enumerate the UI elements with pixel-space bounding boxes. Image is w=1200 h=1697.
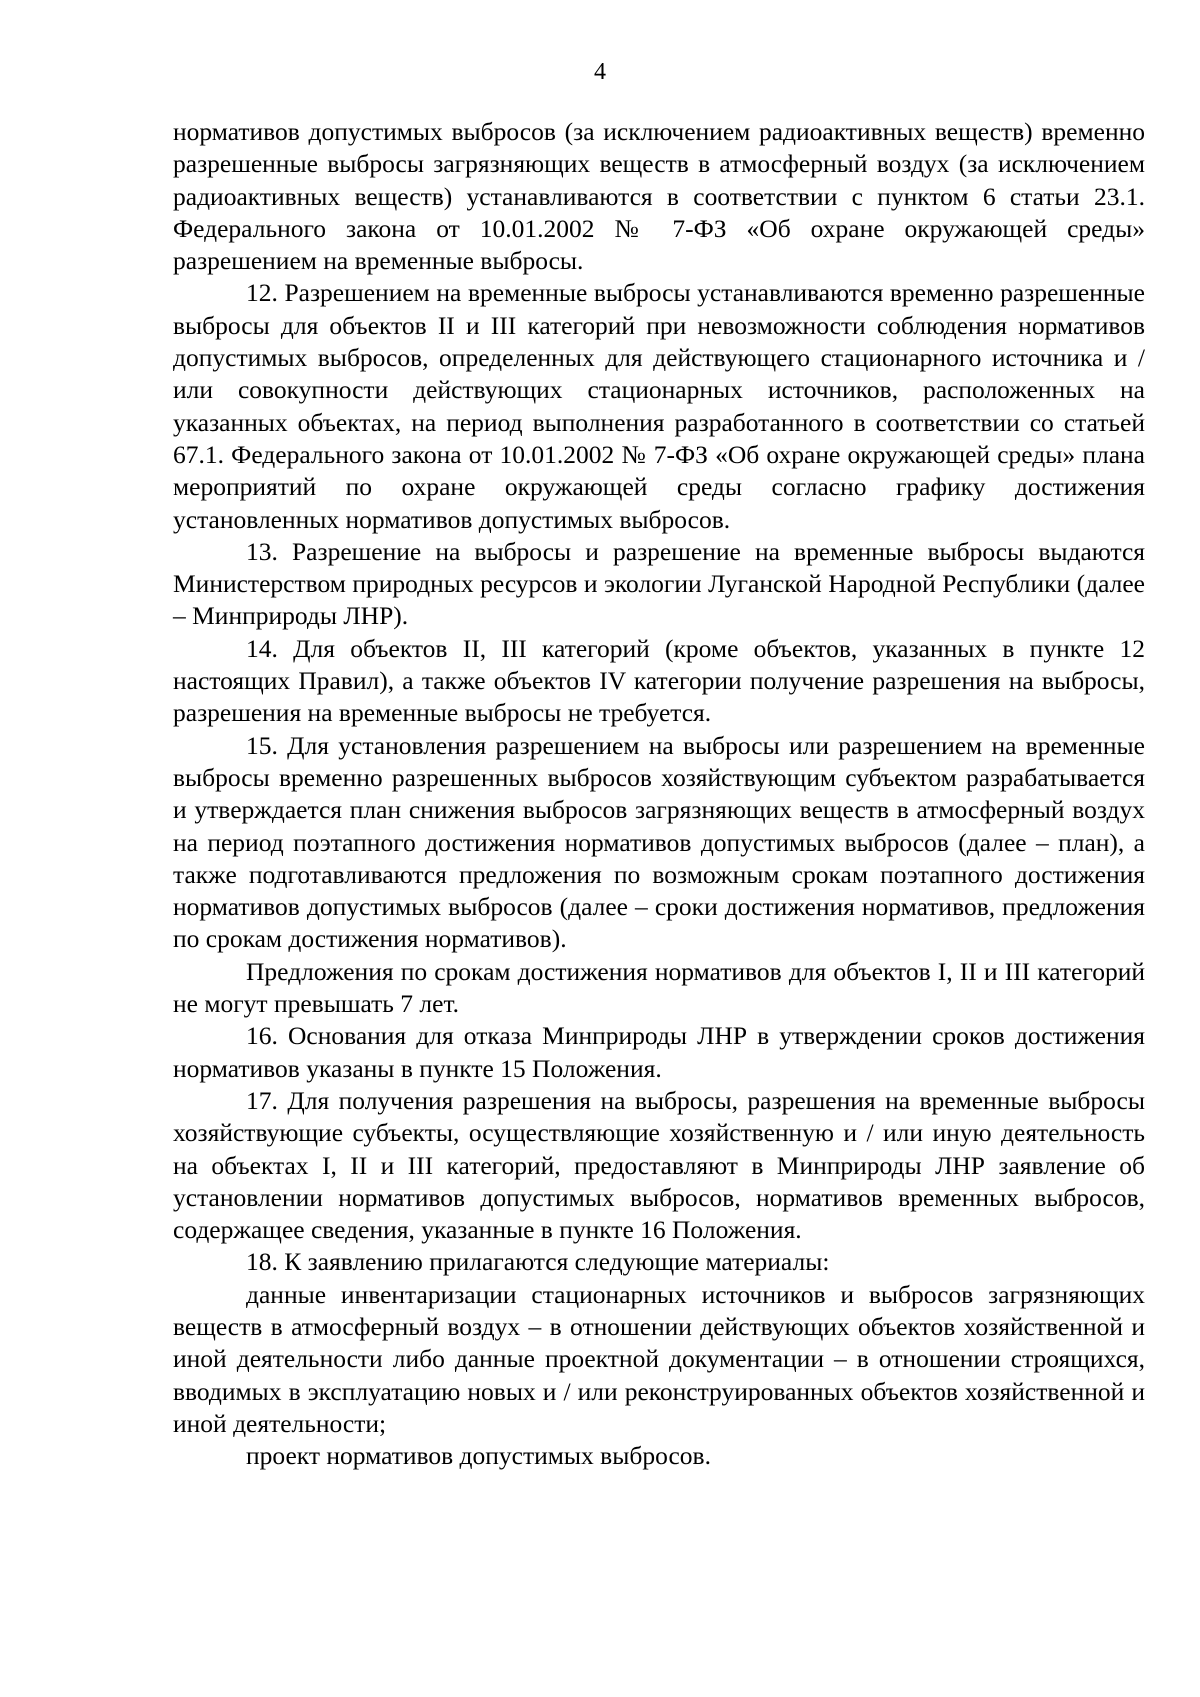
paragraph-item-15: 15. Для установления разрешением на выбросы или разрешением на временные выбросы временно разрешенных выбросов хозяйствующим субъектом разрабатывается и утверждается план снижения выбросов загрязняющих веществ в атмосферный воздух на период поэтапного достижения нормативов допустимых выбросов (далее – план), а также подготавливаются предложения по возможным срокам поэтапного достижения нормативов допустимых выбросов (далее – сроки достижения нормативов, предложения по срокам достижения нормативов). — [173, 730, 1145, 954]
paragraph-item-15-deadlines: Предложения по срокам достижения нормативов для объектов I, II и III категорий не могут превышать 7 лет. — [173, 956, 1145, 1019]
paragraph-continuation: нормативов допустимых выбросов (за исключением радиоактивных веществ) временно разрешенные выбросы загрязняющих веществ в атмосферный воздух (за исключением радиоактивных веществ) устанавливаются в соответствии с пунктом 6 статьи 23.1. Федерального закона от 10.01.2002 № 7-ФЗ «Об охране окружающей среды» разрешением на временные выбросы. — [173, 117, 1145, 276]
paragraph-item-13: 13. Разрешение на выбросы и разрешение на временные выбросы выдаются Министерством природных ресурсов и экологии Луганской Народной Республики (далее – Минприроды ЛНР). — [173, 536, 1145, 631]
paragraph-item-18-inventory: данные инвентаризации стационарных источников и выбросов загрязняющих веществ в атмосферный воздух – в отношении действующих объектов хозяйственной и иной деятельности либо данные проектной документации – в отношении строящихся, вводимых в эксплуатацию новых и / или реконструированных объектов хозяйственной и иной деятельности; — [173, 1279, 1145, 1438]
paragraph-item-18: 18. К заявлению прилагаются следующие материалы: — [246, 1247, 830, 1277]
paragraph-item-12: 12. Разрешением на временные выбросы устанавливаются временно разрешенные выбросы для объектов II и III категорий при невозможности соблюдения нормативов допустимых выбросов, определенных для действующего стационарного источника и / или совокупности действующих стационарных источников, расположенных на указанных объектах, на период выполнения разработанного в соответствии со статьей 67.1. Федерального закона от 10.01.2002 № 7-ФЗ «Об охране окружающей среды» плана мероприятий по охране окружающей среды согласно графику достижения установленных нормативов допустимых выбросов. — [173, 278, 1146, 534]
document-body — [173, 116, 1145, 1472]
paragraph-item-14: 14. Для объектов II, III категорий (кроме объектов, указанных в пункте 12 настоящих Правил), а также объектов IV категории получение разрешения на выбросы, разрешения на временные выбросы не требуется. — [173, 633, 1145, 728]
page-number: 4 — [594, 59, 606, 85]
paragraph-item-17: 17. Для получения разрешения на выбросы, разрешения на временные выбросы хозяйствующие субъекты, осуществляющие хозяйственную и / или иную деятельность на объектах I, II и III категорий, предоставляют в Минприроды ЛНР заявление об установлении нормативов допустимых выбросов, нормативов временных выбросов, содержащее сведения, указанные в пункте 16 Положения. — [173, 1085, 1145, 1245]
paragraph-item-16: 16. Основания для отказа Минприроды ЛНР в утверждении сроков достижения нормативов указаны в пункте 15 Положения. — [173, 1021, 1145, 1083]
paragraph-item-18-project: проект нормативов допустимых выбросов. — [246, 1441, 711, 1471]
